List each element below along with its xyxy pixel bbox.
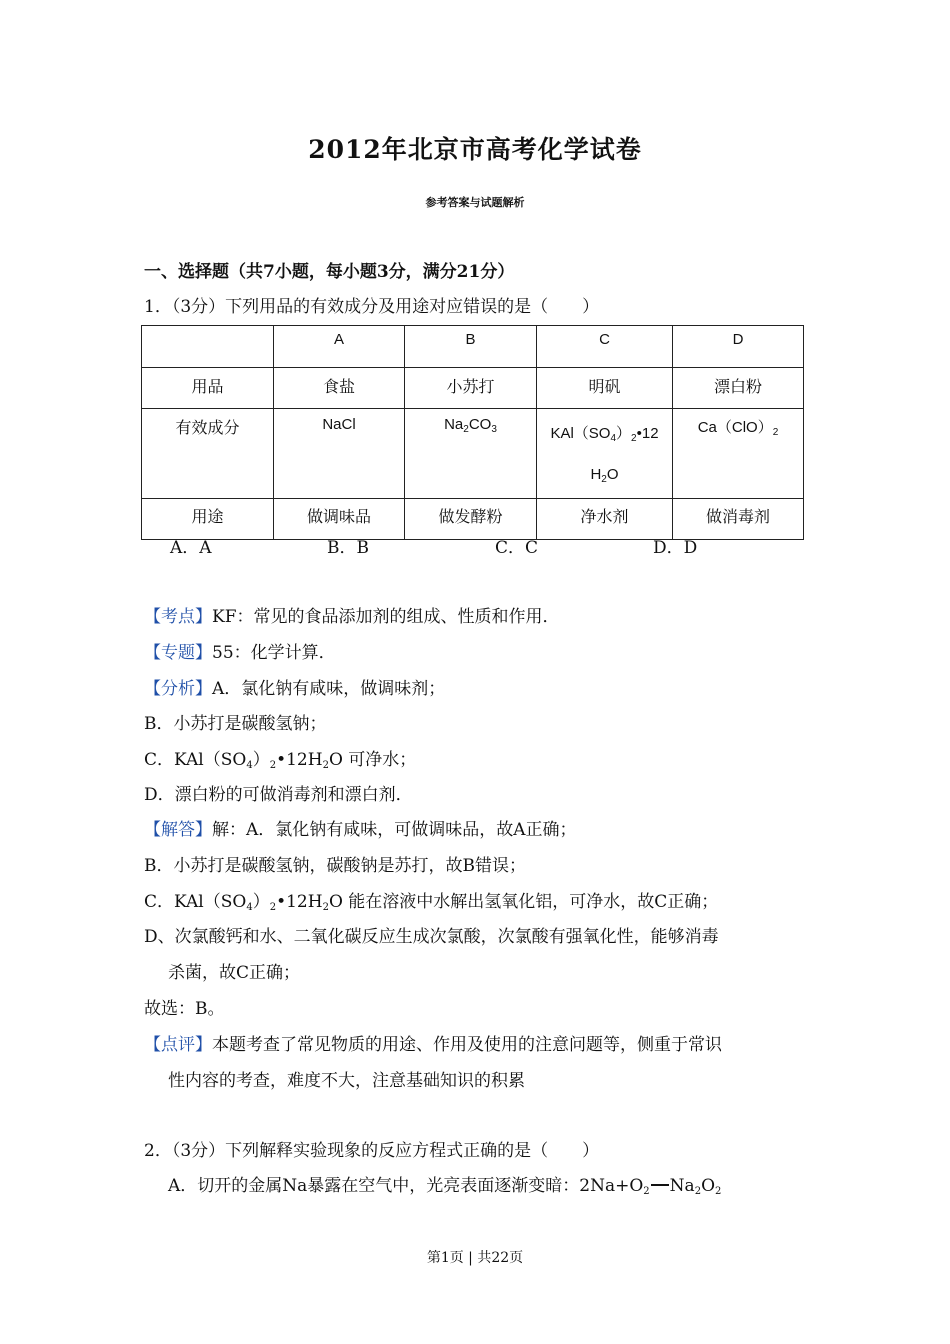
choice-c: C．C [495,538,539,558]
table-cell: 小苏打 [405,368,537,409]
dianping-line: 【点评】本题考查了常见物质的用途、作用及使用的注意问题等，侧重于常识 [144,1035,722,1055]
question-2-option-a: A．切开的金属Na暴露在空气中，光亮表面逐渐变暗：$2Na+O_2$ $Na_2O_2$ [168,1176,722,1197]
table-header-cell: A [274,326,405,368]
jieda-b-line: B．小苏打是碳酸氢钠，碳酸钠是苏打，故B错误； [144,856,526,876]
jieda-d-continuation: 杀菌，故C正确； [168,963,301,983]
question-2-stem: 2．（3分）下列解释实验现象的反应方程式正确的是（ ） [144,1141,600,1161]
zhuanti-tag: 【专题】 [144,643,212,663]
kaodian-tag: 【考点】 [144,607,212,627]
fenxi-d-line: D．漂白粉的可做消毒剂和漂白剂． [144,785,413,805]
question-1-stem: 1．（3分）下列用品的有效成分及用途对应错误的是（ ） [144,297,600,317]
jieda-tag: 【解答】 [144,820,212,840]
fenxi-tag: 【分析】 [144,679,212,699]
table-cell: 食盐 [274,368,405,409]
fenxi-c-line: C．$KAl(SO_4)_2•12H_2O$ 可净水； [144,750,417,771]
section-heading: 一、选择题（共7小题，每小题3分，满分21分） [144,262,515,282]
fenxi-b-line: B．小苏打是碳酸氢钠； [144,714,327,734]
table-header-cell: B [405,326,537,368]
table-cell: 用途 [142,499,274,540]
table-cell-formula: $KAl(SO_4)_2•12$ $H_2O$ [537,409,673,499]
fenxi-line: 【分析】A．氯化钠有咸味，做调味剂； [144,679,446,699]
table-cell: 做调味品 [274,499,405,540]
table-cell-formula: $Na_2CO_3$ [405,409,537,499]
dianping-continuation: 性内容的考查，难度不大，注意基础知识的积累 [168,1071,525,1091]
question-1-table [141,325,804,540]
table-row-component [142,409,804,499]
table-cell: 做发酵粉 [405,499,537,540]
dianping-tag: 【点评】 [144,1035,212,1055]
table-header-cell: D [673,326,804,368]
table-header-cell [142,326,274,368]
choice-b: B．B [327,538,369,558]
jieda-d-line: D、次氯酸钙和水、二氧化碳反应生成次氯酸，次氯酸有强氧化性，能够消毒 [144,927,719,947]
table-cell: 漂白粉 [673,368,804,409]
zhuanti-line: 【专题】55：化学计算． [144,643,336,663]
table-cell: 净水剂 [537,499,673,540]
equals-bar [651,1184,669,1186]
jieda-c-line: C．$KAl(SO_4)_2•12H_2O$ 能在溶液中水解出氢氧化铝，可净水，故C正确； [144,892,719,913]
choice-d: D．D [653,538,698,558]
table-cell: 明矾 [537,368,673,409]
table-row-item [142,368,804,409]
table-cell: 有效成分 [142,409,274,499]
page-footer: 第1页 | 共22页 [426,1250,524,1266]
table-row-use [142,499,804,540]
table-cell: 用品 [142,368,274,409]
table-cell-formula: NaCl [274,409,405,499]
jieda-line: 【解答】解：A．氯化钠有咸味，可做调味品，故A正确； [144,820,577,840]
choice-a: A．A [170,538,212,558]
table-header-cell: C [537,326,673,368]
table-cell-formula: $Ca(ClO)_2$ [673,409,804,499]
answer-line: 故选：B。 [144,999,225,1019]
kaodian-line: 【考点】KF：常见的食品添加剂的组成、性质和作用． [144,607,560,627]
table-cell: 做消毒剂 [673,499,804,540]
document-subtitle: 参考答案与试题解析 [425,196,525,209]
table-header-row [142,326,804,368]
document-title: 2012年北京市高考化学试卷 [308,135,642,164]
